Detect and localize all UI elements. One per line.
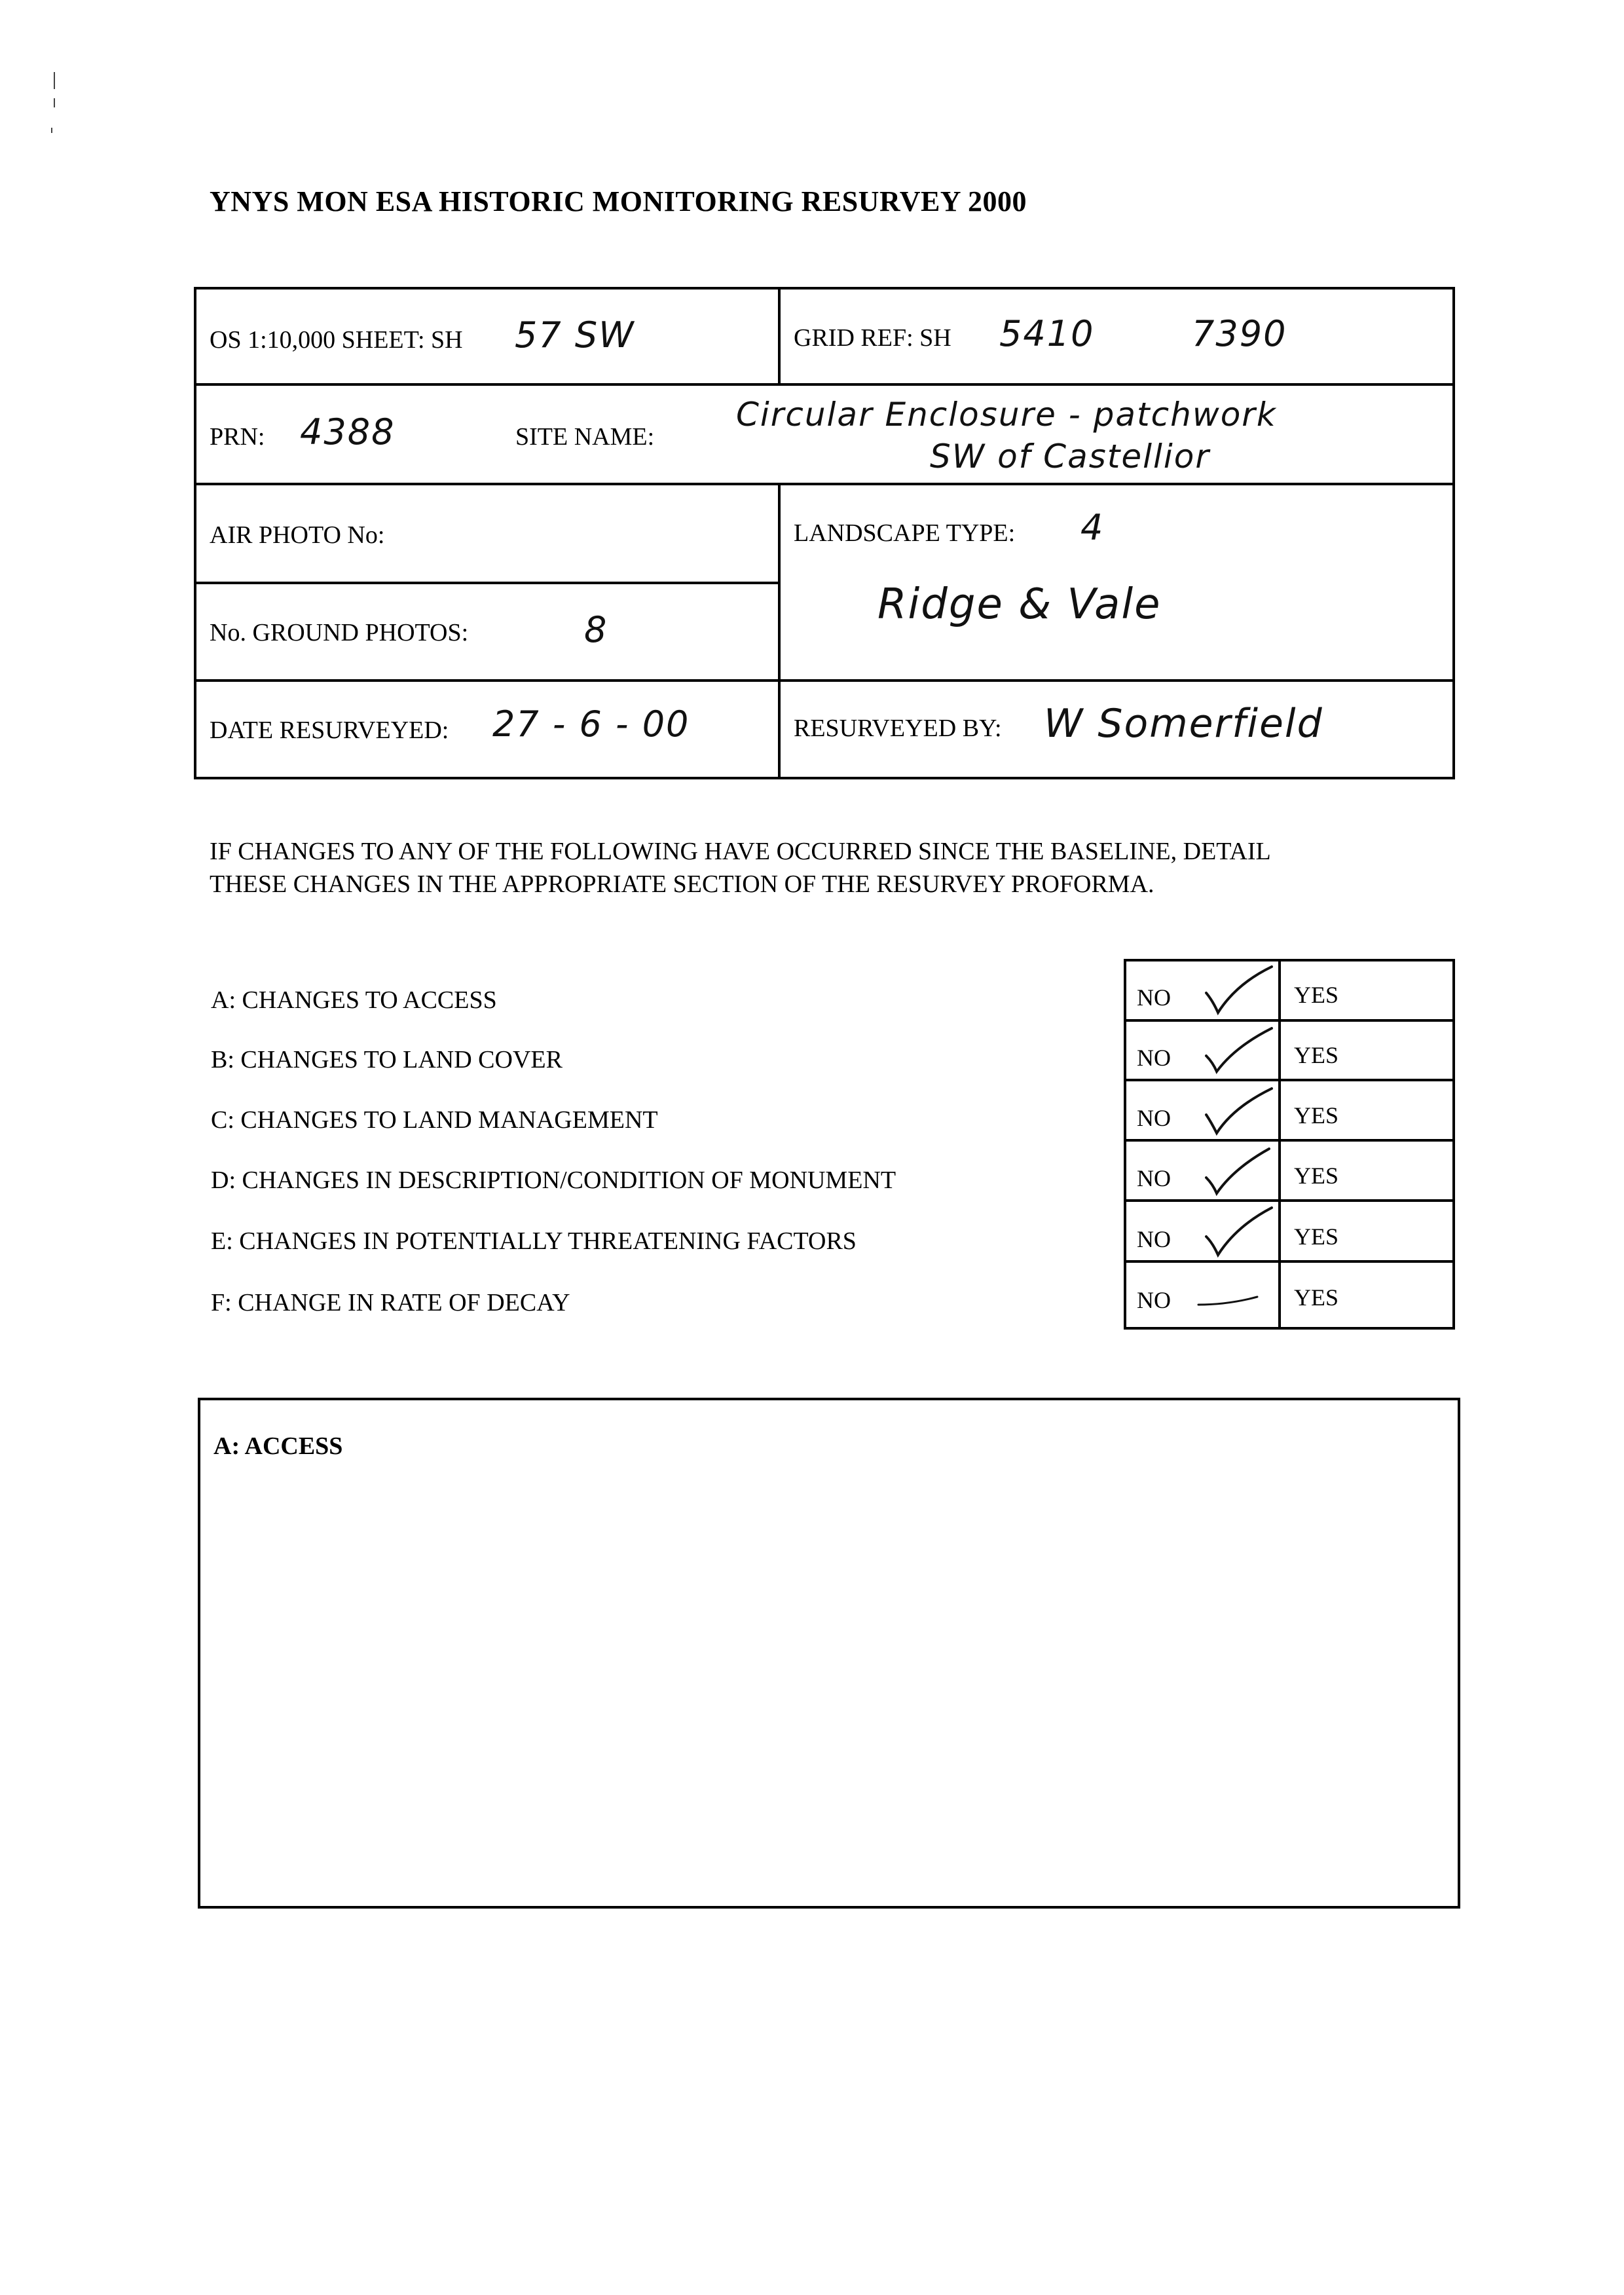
divider [194,483,1455,485]
no-option-f[interactable]: NO [1137,1287,1171,1313]
divider [1124,1019,1455,1022]
change-question-a: A: CHANGES TO ACCESS [211,986,497,1014]
ground-photos-label: No. GROUND PHOTOS: [210,619,469,646]
divider [194,582,779,584]
yes-option-c[interactable]: YES [1294,1102,1339,1129]
tick-mark-icon [1204,964,1276,1017]
scan-mark [51,128,52,133]
divider [194,383,1455,386]
no-option-e[interactable]: NO [1137,1226,1171,1252]
site-name-line1: Circular Enclosure - patchwork [736,396,1277,434]
landscape-type-label: LANDSCAPE TYPE: [794,519,1016,547]
divider [1124,1199,1455,1202]
grid-ref-easting: 5410 [999,313,1095,354]
grid-ref-label: GRID REF: SH [794,324,951,352]
answer-grid [1124,959,1455,1330]
divider [778,483,781,779]
no-option-d[interactable]: NO [1137,1165,1171,1191]
scan-mark [54,98,55,107]
form-title: YNYS MON ESA HISTORIC MONITORING RESURVEY 2000 [210,185,1027,217]
os-sheet-label: OS 1:10,000 SHEET: SH [210,326,463,354]
change-question-b: B: CHANGES TO LAND COVER [211,1046,563,1073]
yes-option-e[interactable]: YES [1294,1223,1339,1250]
change-question-e: E: CHANGES IN POTENTIALLY THREATENING FACTORS [211,1227,857,1255]
access-section-title: A: ACCESS [213,1432,343,1460]
landscape-type-desc: Ridge & Vale [877,580,1162,629]
instructions-line-2: THESE CHANGES IN THE APPROPRIATE SECTION OF THE RESURVEY PROFORMA. [210,870,1154,898]
tick-mark-icon [1204,1145,1276,1197]
divider [778,287,781,385]
tick-mark-icon [1204,1085,1276,1137]
scan-mark [54,72,55,89]
change-question-f: F: CHANGE IN RATE OF DECAY [211,1289,570,1316]
divider [1278,959,1281,1330]
change-question-d: D: CHANGES IN DESCRIPTION/CONDITION OF MONUMENT [211,1166,896,1194]
no-option-c[interactable]: NO [1137,1105,1171,1131]
prn-label: PRN: [210,423,265,451]
divider [194,679,1455,682]
yes-option-d[interactable]: YES [1294,1163,1339,1189]
divider [1124,1260,1455,1263]
prn-value: 4388 [300,411,396,453]
tick-mark-icon [1204,1205,1276,1258]
yes-option-a[interactable]: YES [1294,982,1339,1008]
divider [1124,1079,1455,1081]
instructions [210,835,1454,901]
grid-ref-northing: 7390 [1192,313,1287,354]
date-resurveyed-value: 27 - 6 - 00 [492,703,690,745]
instructions-line-1: IF CHANGES TO ANY OF THE FOLLOWING HAVE OCCURRED SINCE THE BASELINE, DETAIL [210,838,1271,865]
landscape-type-value: 4 [1080,507,1105,548]
date-resurveyed-label: DATE RESURVEYED: [210,717,449,744]
yes-option-f[interactable]: YES [1294,1284,1339,1311]
site-name-label: SITE NAME: [515,423,655,451]
yes-option-b[interactable]: YES [1294,1042,1339,1068]
resurveyed-by-value: W Somerfield [1044,701,1323,747]
os-sheet-value: 57 SW [515,314,635,356]
change-question-c: C: CHANGES TO LAND MANAGEMENT [211,1106,658,1134]
site-name-line2: SW of Castellior [930,438,1210,476]
resurveyed-by-label: RESURVEYED BY: [794,715,1002,742]
no-option-a[interactable]: NO [1137,984,1171,1011]
divider [1124,1139,1455,1142]
tick-mark-icon [1204,1024,1276,1077]
ground-photos-value: 8 [584,609,608,650]
dash-mark-icon [1196,1290,1261,1310]
air-photo-label: AIR PHOTO No: [210,521,385,549]
no-option-b[interactable]: NO [1137,1045,1171,1071]
access-notes-area[interactable] [210,1474,1447,1893]
